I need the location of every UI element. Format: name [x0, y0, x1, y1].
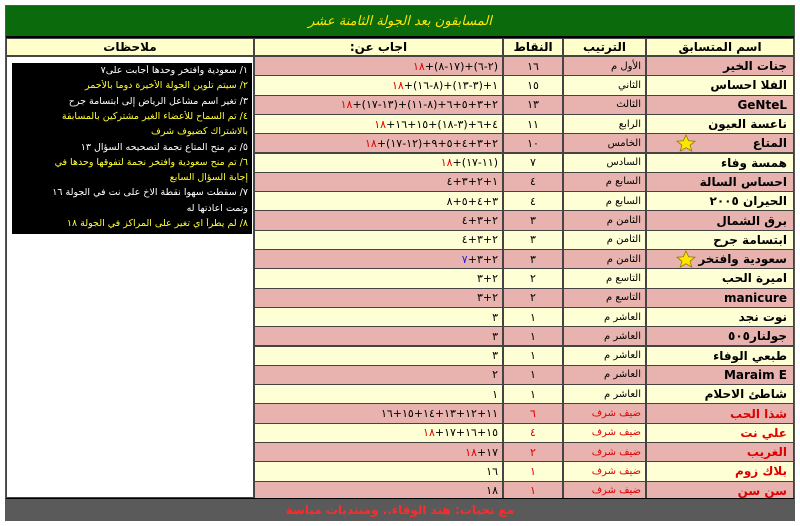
contestant-points: ٢: [503, 288, 563, 308]
contestant-answers: ١: [254, 384, 503, 404]
contestant-name: الحيران ٢٠٠٥: [646, 191, 794, 211]
contestant-rank: ضيف شرف: [563, 461, 646, 481]
contestant-answers: ١٨: [254, 481, 503, 501]
footer-text: مع تحيات: هند الوفاء.. ومنتديات مياسة: [285, 503, 515, 517]
contestant-answers: ٢+٣+٥+٦+(٨-١١)+(١٣-١٧)+ ١٨: [254, 95, 503, 115]
contestant-points: ١: [503, 346, 563, 366]
contestant-answers: ١٦: [254, 461, 503, 481]
contestant-answers: ٣: [254, 307, 503, 327]
contestant-points: ١: [503, 461, 563, 481]
header-answered: اجاب عن:: [254, 38, 503, 56]
contestant-points: ١١: [503, 114, 563, 134]
contestant-rank: الرابع: [563, 114, 646, 134]
contestant-answers: ٢+٣+٤: [254, 230, 503, 250]
contestant-rank: ضيف شرف: [563, 442, 646, 462]
standings-frame: [5, 5, 795, 521]
contestant-points: ٦: [503, 403, 563, 423]
contestant-points: ٤: [503, 172, 563, 192]
contestant-points: ٢: [503, 268, 563, 288]
contestant-answers: ٢+٣+ ٧: [254, 249, 503, 269]
contestant-answers: ٢+٣+٤: [254, 210, 503, 230]
contestant-rank: الثالث: [563, 95, 646, 115]
contestant-name: شذا الحب: [646, 403, 794, 423]
contestant-name: ابتسامة جرح: [646, 230, 794, 250]
contestant-points: ١٦: [503, 56, 563, 76]
contestant-rank: العاشر م: [563, 326, 646, 346]
contestant-rank: العاشر م: [563, 365, 646, 385]
contestant-answers: ١٥+١٦+١٧+ ١٨: [254, 423, 503, 443]
note-line: ١/ سعودية وافتخر وحدها أجابت على٧: [100, 65, 248, 76]
header-points: النقاط: [503, 38, 563, 56]
contestant-rank: الثاني: [563, 75, 646, 95]
contestant-answers: ٢+٣: [254, 288, 503, 308]
contestant-points: ١: [503, 384, 563, 404]
contestant-rank: السادس: [563, 153, 646, 173]
contestant-answers: ٣+٤+٥+٨: [254, 191, 503, 211]
contestant-name: سن سن: [646, 481, 794, 501]
contestant-name: GeNteL: [646, 95, 794, 115]
contestant-name: manicure: [646, 288, 794, 308]
contestant-answers: ١٧+ ١٨: [254, 442, 503, 462]
contestant-name: طبعي الوفاء: [646, 346, 794, 366]
contestant-name: شاطئ الاحلام: [646, 384, 794, 404]
contestant-answers: ٢: [254, 365, 503, 385]
contestant-name: الفلا احساس: [646, 75, 794, 95]
contestant-rank: الثامن م: [563, 210, 646, 230]
note-line: ٦/ تم منح سعودية وافتخر نجمة لتفوقها وحدها في: [54, 156, 248, 168]
contestant-name: برق الشمال: [646, 210, 794, 230]
contestant-name: المتاع: [646, 133, 794, 153]
contestant-rank: التاسع م: [563, 288, 646, 308]
note-line: ٨/ لم يطرأ اي تغير على المراكز في الجولة ١٨: [66, 218, 248, 229]
contestant-answers: ٢+٣: [254, 268, 503, 288]
star-icon: [674, 250, 698, 268]
note-line: بالاشتراك كضيوف شرف: [151, 126, 248, 138]
contestant-rank: السابع م: [563, 172, 646, 192]
contestant-rank: الأول م: [563, 56, 646, 76]
contestant-points: ٢: [503, 442, 563, 462]
contestant-rank: ضيف شرف: [563, 423, 646, 443]
header-notes: ملاحظات: [6, 38, 254, 56]
contestant-points: ٣: [503, 210, 563, 230]
contestant-name: همسة وفاء: [646, 153, 794, 173]
contestant-name: علي نت: [646, 423, 794, 443]
contestant-points: ٤: [503, 191, 563, 211]
note-line: ٧/ سقطت سهوا نقطة الاخ على نت في الجولة ١٦: [52, 187, 248, 199]
contestant-rank: الثامن م: [563, 230, 646, 250]
contestant-points: ٣: [503, 249, 563, 269]
header-rank: الترتيب: [563, 38, 646, 56]
contestant-rank: ضيف شرف: [563, 403, 646, 423]
contestant-name: احساس السالة: [646, 172, 794, 192]
contestant-rank: العاشر م: [563, 307, 646, 327]
contestant-points: ١٥: [503, 75, 563, 95]
contestant-name: نوت نجد: [646, 307, 794, 327]
note-line: إجابة السؤال السابع: [169, 172, 248, 184]
contestant-rank: العاشر م: [563, 384, 646, 404]
contestant-name: جنات الخير: [646, 56, 794, 76]
contestant-answers: (٢-٦)+(١٧-٨)+ ١٨: [254, 56, 503, 76]
contestant-points: ١٠: [503, 133, 563, 153]
contestant-rank: الثامن م: [563, 249, 646, 269]
note-line: ٣/ تغير اسم مشاعل الرياض إلى ابتسامة جرح: [68, 95, 248, 107]
page-title: [6, 6, 794, 38]
contestant-name: بلاك زوم: [646, 461, 794, 481]
note-line: وتمت اعادتها له: [186, 202, 248, 214]
note-line: ٤/ تم السماح للأعضاء الغير مشتركين بالمسابقة: [61, 110, 248, 122]
contestant-points: ١: [503, 365, 563, 385]
contestant-points: ١: [503, 326, 563, 346]
contestant-answers: ١١+١٢+١٣+١٤+١٥+١٦: [254, 403, 503, 423]
contestant-name: الغريب: [646, 442, 794, 462]
footer: [6, 498, 794, 521]
contestant-name: اميرة الحب: [646, 268, 794, 288]
contestant-answers: (١١-١٧)+ ١٨: [254, 153, 503, 173]
contestant-points: ٤: [503, 423, 563, 443]
contestant-answers: ٣: [254, 346, 503, 366]
contestant-name: ناعسة العيون: [646, 114, 794, 134]
contestant-points: ١٣: [503, 95, 563, 115]
contestant-answers: ٣: [254, 326, 503, 346]
contestant-name: سعودية وافتخر: [646, 249, 794, 269]
contestant-points: ١: [503, 307, 563, 327]
contestant-name: Maraim E: [646, 365, 794, 385]
contestant-rank: ضيف شرف: [563, 481, 646, 501]
contestant-rank: السابع م: [563, 191, 646, 211]
note-line: ٢/ سيتم تلوين الجولة الأخيرة دوما بالأحمر: [85, 80, 248, 92]
contestant-answers: ٤+٦+(٣-١٨)+١٥+١٦+ ١٨: [254, 114, 503, 134]
star-icon: [674, 134, 698, 152]
contestant-rank: العاشر م: [563, 346, 646, 366]
contestant-rank: التاسع م: [563, 268, 646, 288]
contestant-points: ٧: [503, 153, 563, 173]
contestant-answers: ١+(٣-١٣)+(٨-١٦)+ ١٨: [254, 75, 503, 95]
contestant-points: ٣: [503, 230, 563, 250]
header-name: اسم المتسابق: [646, 38, 794, 56]
notes-box: [12, 63, 252, 234]
contestant-rank: الخامس: [563, 133, 646, 153]
contestant-name: جولنار٥٠٥: [646, 326, 794, 346]
contestant-points: ١: [503, 481, 563, 501]
contestant-answers: ١+٢+٣+٤: [254, 172, 503, 192]
note-line: ٥/ تم منح المتاع نجمة لتصحيحه السؤال ١٣: [80, 141, 248, 153]
title-text: المسابقون بعد الجولة الثامنة عشر: [308, 13, 492, 29]
contestant-answers: ٢+٣+٤+٥+٩+(١٢-١٧)+ ١٨: [254, 133, 503, 153]
